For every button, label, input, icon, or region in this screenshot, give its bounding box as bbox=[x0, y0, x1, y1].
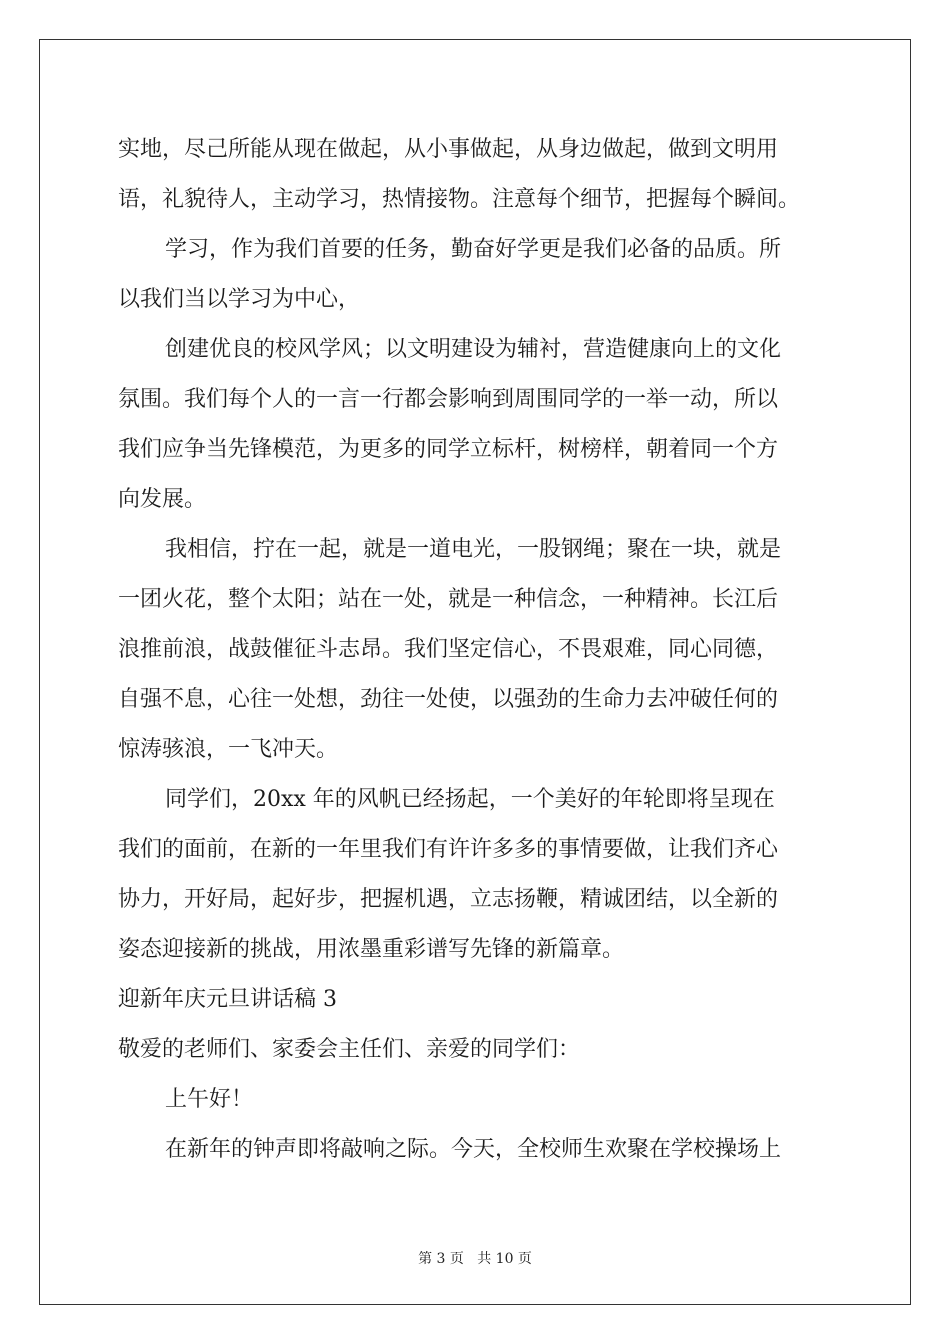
text-line: 我们应争当先锋模范，为更多的同学立标杆，树榜样，朝着同一个方 bbox=[118, 437, 779, 462]
text-line: 学习，作为我们首要的任务，勤奋好学更是我们必备的品质。所 bbox=[165, 237, 782, 262]
text-line: 一团火花，整个太阳；站在一处，就是一种信念，一种精神。长江后 bbox=[118, 587, 779, 612]
greeting: 上午好！ bbox=[165, 1087, 254, 1112]
text-line: 惊涛骇浪，一飞冲天。 bbox=[118, 737, 339, 762]
text-line: 姿态迎接新的挑战，用浓墨重彩谱写先锋的新篇章。 bbox=[118, 937, 625, 962]
text-line: 自强不息，心往一处想，劲往一处使，以强劲的生命力去冲破任何的 bbox=[118, 687, 779, 712]
text-line: 语，礼貌待人，主动学习，热情接物。注意每个细节，把握每个瞬间。 bbox=[118, 187, 801, 212]
text-line: 创建优良的校风学风；以文明建设为辅衬，营造健康向上的文化 bbox=[165, 337, 782, 362]
text-line: 在新年的钟声即将敲响之际。今天，全校师生欢聚在学校操场上 bbox=[165, 1137, 782, 1162]
text-line: 我相信，拧在一起，就是一道电光，一股钢绳；聚在一块，就是 bbox=[165, 537, 782, 562]
salutation: 敬爱的老师们、家委会主任们、亲爱的同学们： bbox=[118, 1037, 581, 1062]
text-line: 以我们当以学习为中心， bbox=[118, 287, 361, 312]
text-line: 实地，尽己所能从现在做起，从小事做起，从身边做起，做到文明用 bbox=[118, 137, 779, 162]
page-border bbox=[39, 39, 911, 1305]
text-line: 我们的面前，在新的一年里我们有许许多多的事情要做，让我们齐心 bbox=[118, 837, 779, 862]
page-number: 第 3 页 共 10 页 bbox=[418, 1251, 532, 1267]
section-heading: 迎新年庆元旦讲话稿 3 bbox=[118, 987, 337, 1012]
text-line: 向发展。 bbox=[118, 487, 207, 512]
text-line: 氛围。我们每个人的一言一行都会影响到周围同学的一举一动，所以 bbox=[118, 387, 779, 412]
text-line: 协力，开好局，起好步，把握机遇，立志扬鞭，精诚团结，以全新的 bbox=[118, 887, 779, 912]
text-line: 同学们，20xx 年的风帆已经扬起，一个美好的年轮即将呈现在 bbox=[165, 787, 775, 812]
text-line: 浪推前浪，战鼓催征斗志昂。我们坚定信心，不畏艰难，同心同德， bbox=[118, 637, 779, 662]
